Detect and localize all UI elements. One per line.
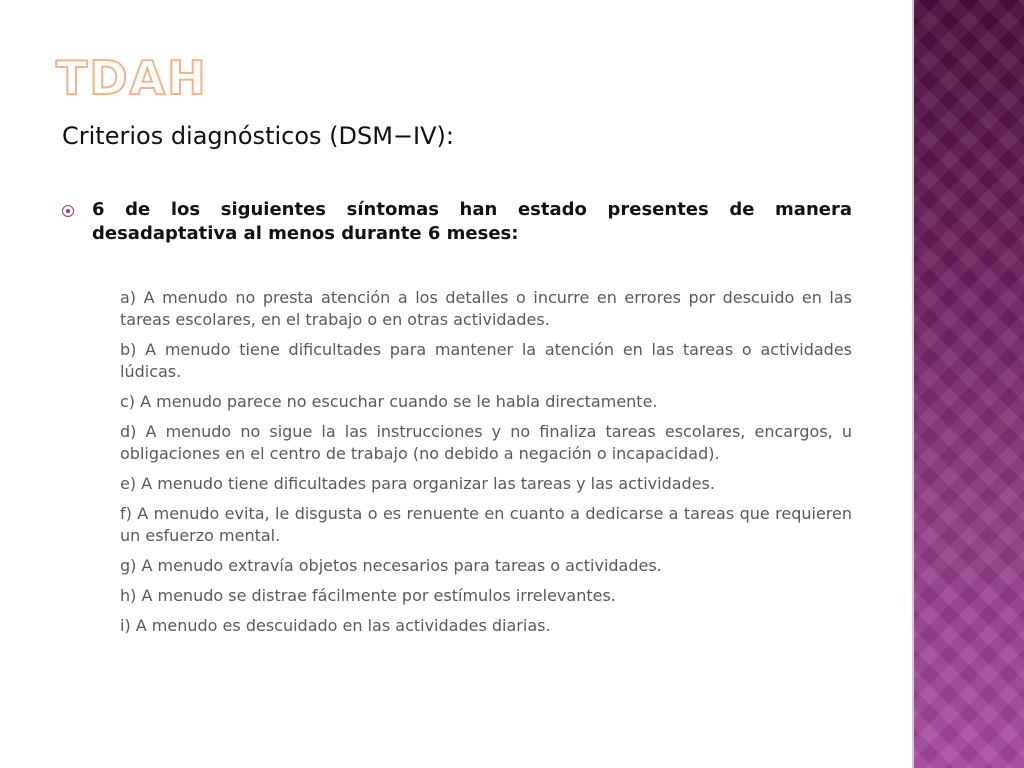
criterion-c: c) A menudo parece no escuchar cuando se le habla directamente. — [120, 392, 658, 411]
slide-subtitle: Criterios diagnósticos (DSM−IV): — [62, 122, 454, 150]
criterion-d: d) A menudo no sigue la las instrucciones y no finaliza tareas escolares, encargos, u obligaciones en el centro de trabajo (no debido a negación o incapacidad). — [120, 422, 852, 463]
circle-bullet-icon — [62, 205, 74, 217]
criterion-f: f) A menudo evita, le disgusta o es renuente en cuanto a dedicarse a tareas que requieren un esfuerzo mental. — [120, 504, 852, 545]
main-bullet-text: 6 de los siguientes síntomas han estado presentes de manera desadaptativa al menos durante 6 meses: — [92, 199, 852, 244]
decorative-side-panel — [912, 0, 1024, 768]
slide-title: TDAH — [56, 51, 208, 105]
criterion-g: g) A menudo extravía objetos necesarios para tareas o actividades. — [120, 556, 662, 575]
criterion-i: i) A menudo es descuidado en las actividades diarias. — [120, 616, 551, 635]
criterion-a: a) A menudo no presta atención a los detalles o incurre en errores por descuido en las tareas escolares, en el trabajo o en otras actividades. — [120, 288, 852, 329]
criterion-b: b) A menudo tiene dificultades para mantener la atención en las tareas o actividades lúdicas. — [120, 340, 852, 381]
main-bullet — [62, 198, 852, 246]
criteria-list — [120, 287, 852, 645]
criterion-h: h) A menudo se distrae fácilmente por estímulos irrelevantes. — [120, 586, 616, 605]
criterion-e: e) A menudo tiene dificultades para organizar las tareas y las actividades. — [120, 474, 715, 493]
